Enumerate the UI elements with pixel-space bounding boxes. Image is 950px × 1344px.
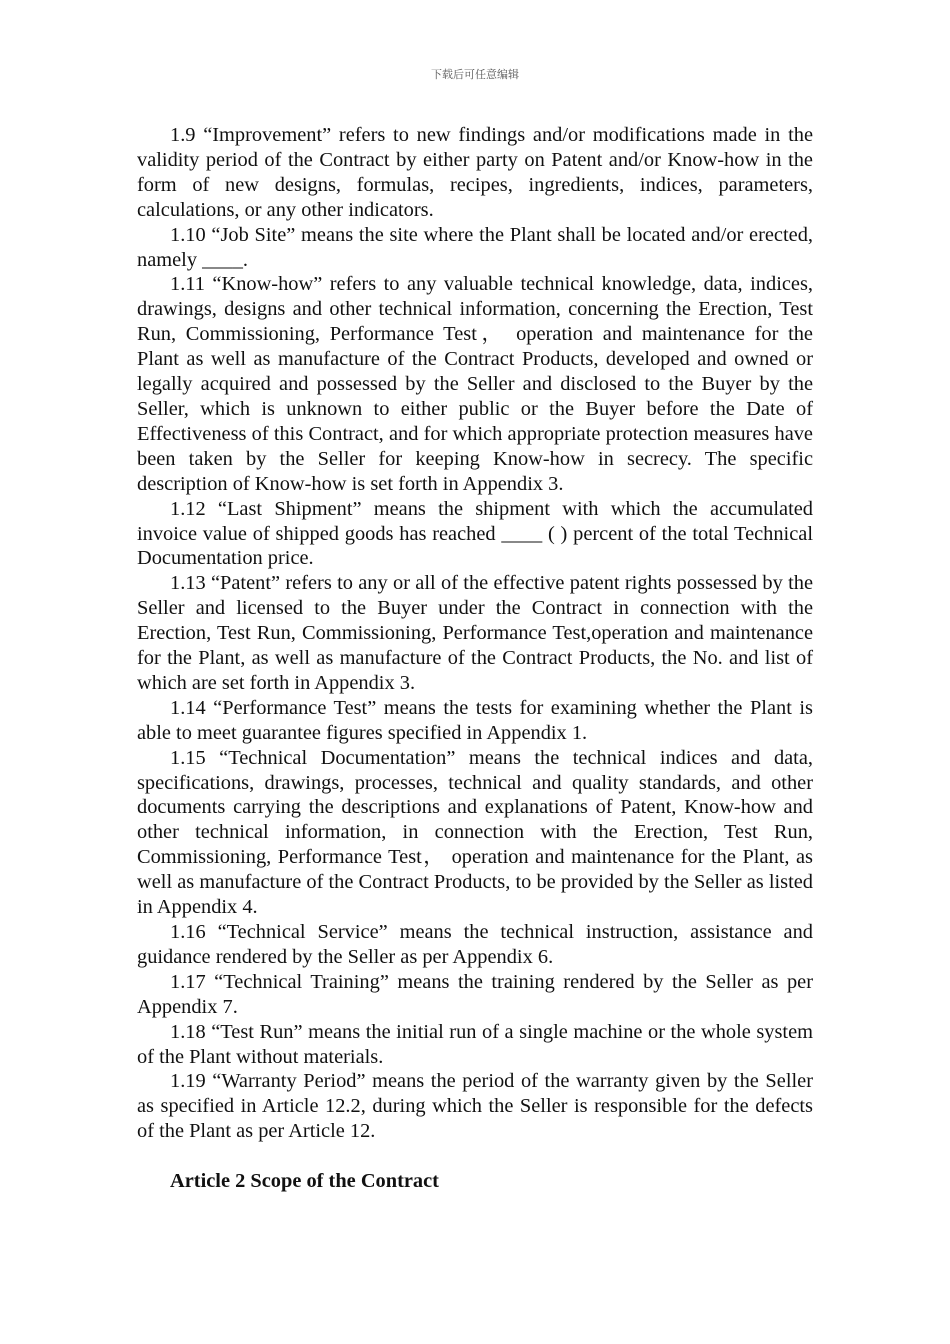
clause-1-10: 1.10 “Job Site” means the site where the Plant shall be located and/or erected, namely ____. xyxy=(137,223,813,271)
clause-1-13: 1.13 “Patent” refers to any or all of the effective patent rights possessed by the Seller and licensed to the Buyer under the Contract in connection with the Erection, Test Run, Commissioning, Performance Test,operation and maintenance for the Plant, as well as manufacture of the Contract Products, the No. and list of which are set forth in Appendix 3. xyxy=(137,572,813,694)
clause-1-14: 1.14 “Performance Test” means the tests for examining whether the Plant is able to meet guarantee figures specified in Appendix 1. xyxy=(137,696,813,744)
article-heading: Article 2 Scope of the Contract xyxy=(170,1170,439,1193)
page-header-watermark: 下载后可任意编辑 xyxy=(431,68,519,81)
clause-1-16: 1.16 “Technical Service” means the technical instruction, assistance and guidance rendered by the Seller as per Appendix 6. xyxy=(137,921,813,968)
clause-1-11: 1.11 “Know-how” refers to any valuable technical knowledge, data, indices, drawings, designs and other technical information, concerning the Erection, Test Run, Commissioning, Performance Test， operation and maintenance for the Plant as well as manufacture of the Contract Products, developed and owned or legally acquired and possessed by the Seller and disclosed to the Buyer by the Seller, which is unknown to either public or the Buyer before the Date of Effectiveness of this Contract, and for which appropriate protection measures have been taken by the Seller for keeping Know-how in secrecy. The specific description of Know-how is set forth in Appendix 3. xyxy=(137,273,813,495)
clause-1-18: 1.18 “Test Run” means the initial run of a single machine or the whole system of the Plant without materials. xyxy=(137,1020,813,1068)
document-body xyxy=(137,123,813,1194)
clause-1-15: 1.15 “Technical Documentation” means the technical indices and data, specifications, drawings, processes, technical and quality standards, and other documents carrying the descriptions and explanations of Patent, Know-how and other technical information, in connection with the Erection, Test Run, Commissioning, Performance Test， operation and maintenance for the Plant, as well as manufacture of the Contract Products, to be provided by the Seller as listed in Appendix 4. xyxy=(137,746,813,919)
clause-1-12: 1.12 “Last Shipment” means the shipment with which the accumulated invoice value of shipped goods has reached ____ ( ) percent of the total Technical Documentation price. xyxy=(137,497,813,570)
clause-1-17: 1.17 “Technical Training” means the training rendered by the Seller as per Appendix 7. xyxy=(137,970,813,1018)
clause-1-9: 1.9 “Improvement” refers to new findings and/or modifications made in the validity period of the Contract by either party on Patent and/or Know-how in the form of new designs, formulas, recipes, ingredients, indices, parameters, calculations, or any other indicators. xyxy=(137,124,813,221)
clause-1-19: 1.19 “Warranty Period” means the period of the warranty given by the Seller as specified in Article 12.2, during which the Seller is responsible for the defects of the Plant as per Article 12. xyxy=(137,1070,813,1143)
